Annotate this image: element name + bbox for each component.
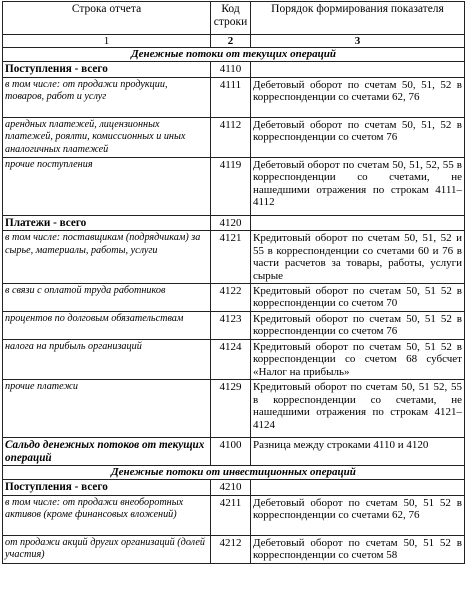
- header-line-code: Код строки: [211, 2, 251, 35]
- row-code-4124: 4124: [211, 340, 251, 380]
- row-desc-4119: Дебетовый оборот по счетам 50, 51, 52, 55 в корреспонденции со счетами, не нашедшими отражения по строкам 4111–4112: [251, 158, 465, 216]
- row-desc-4120: [251, 216, 465, 231]
- row-name-4210: Поступления - всего: [3, 480, 211, 495]
- table-row: [3, 158, 465, 216]
- row-desc-4121: Кредитовый оборот по счетам 50, 51, 52 и 55 в корреспонденции со счетами 60 и 76 в части расчетов за товары, работы, услуги сырые: [251, 231, 465, 284]
- table-row: [3, 284, 465, 312]
- row-name-4111: в том числе: от продажи продукции, товаров, работ и услуг: [3, 77, 211, 117]
- row-desc-4129: Кредитовый оборот по счетам 50, 51 52, 55 в корреспонденции со счетами, не нашедшими отражения по строкам 4121–4124: [251, 380, 465, 438]
- header-calculation-order: Порядок формирования показателя: [251, 2, 465, 35]
- table-row: [3, 495, 465, 535]
- row-desc-4211: Дебетовый оборот по счетам 50, 51 52 в корреспонденции со счетами 62, 76: [251, 495, 465, 535]
- column-number-3: 3: [251, 35, 465, 48]
- row-name-4124: налога на прибыль организаций: [3, 340, 211, 380]
- section-row-investing: [3, 466, 465, 480]
- row-name-4129: прочие платежи: [3, 380, 211, 438]
- row-name-4211: в том числе: от продажи внеоборотных активов (кроме финансовых вложений): [3, 495, 211, 535]
- table-row: [3, 216, 465, 231]
- table-row: [3, 340, 465, 380]
- row-code-4212: 4212: [211, 535, 251, 563]
- section-title-operating: Денежные потоки от текущих операций: [3, 48, 465, 62]
- row-desc-4212: Дебетовый оборот по счетам 50, 51 52 в корреспонденции со счетом 58: [251, 535, 465, 563]
- row-code-4112: 4112: [211, 117, 251, 157]
- row-name-4110: Поступления - всего: [3, 62, 211, 77]
- row-code-4110: 4110: [211, 62, 251, 77]
- row-code-4211: 4211: [211, 495, 251, 535]
- row-name-4212: от продажи акций других организаций (долей участия): [3, 535, 211, 563]
- section-title-investing: Денежные потоки от инвестиционных операций: [3, 466, 465, 480]
- row-code-4122: 4122: [211, 284, 251, 312]
- section-row-operating: [3, 48, 465, 62]
- row-name-4119: прочие поступления: [3, 158, 211, 216]
- row-name-4123: процентов по долговым обязательствам: [3, 312, 211, 340]
- row-name-4122: в связи с оплатой труда работников: [3, 284, 211, 312]
- column-number-row: [3, 35, 465, 48]
- row-desc-4123: Кредитовый оборот по счетам 50, 51 52 в корреспонденции со счетом 76: [251, 312, 465, 340]
- row-desc-4210: [251, 480, 465, 495]
- header-row: [3, 2, 465, 35]
- table-row: [3, 77, 465, 117]
- row-name-4100: Сальдо денежных потоков от текущих операций: [3, 438, 211, 466]
- row-code-4111: 4111: [211, 77, 251, 117]
- row-name-4112: арендных платежей, лицензионных платежей, роялти, комиссионных и иных аналогичных платежей: [3, 117, 211, 157]
- column-number-2: 2: [211, 35, 251, 48]
- row-desc-4124: Кредитовый оборот по счетам 50, 51 52 в корреспонденции со счетом 68 субсчет «Налог на прибыль»: [251, 340, 465, 380]
- row-desc-4100: Разница между строками 4110 и 4120: [251, 438, 465, 466]
- table-row: [3, 438, 465, 466]
- table-row: [3, 480, 465, 495]
- table-row: [3, 312, 465, 340]
- row-code-4120: 4120: [211, 216, 251, 231]
- header-report-line: Строка отчета: [3, 2, 211, 35]
- row-name-4120: Платежи - всего: [3, 216, 211, 231]
- row-desc-4110: [251, 62, 465, 77]
- row-code-4129: 4129: [211, 380, 251, 438]
- table-row: [3, 380, 465, 438]
- table-row: [3, 117, 465, 157]
- row-name-4121: в том числе: поставщикам (подрядчикам) за сырье, материалы, работы, услуги: [3, 231, 211, 284]
- row-desc-4112: Дебетовый оборот по счетам 50, 51, 52 в корреспонденции со счетом 76: [251, 117, 465, 157]
- column-number-1: 1: [3, 35, 211, 48]
- row-desc-4122: Кредитовый оборот по счетам 50, 51 52 в корреспонденции со счетом 70: [251, 284, 465, 312]
- row-code-4123: 4123: [211, 312, 251, 340]
- row-code-4121: 4121: [211, 231, 251, 284]
- row-code-4210: 4210: [211, 480, 251, 495]
- row-code-4119: 4119: [211, 158, 251, 216]
- table-row: [3, 535, 465, 563]
- row-code-4100: 4100: [211, 438, 251, 466]
- table-row: [3, 62, 465, 77]
- cash-flow-report-table: [2, 1, 465, 564]
- row-desc-4111: Дебетовый оборот по счетам 50, 51, 52 в корреспонденции со счетами 62, 76: [251, 77, 465, 117]
- table-row: [3, 231, 465, 284]
